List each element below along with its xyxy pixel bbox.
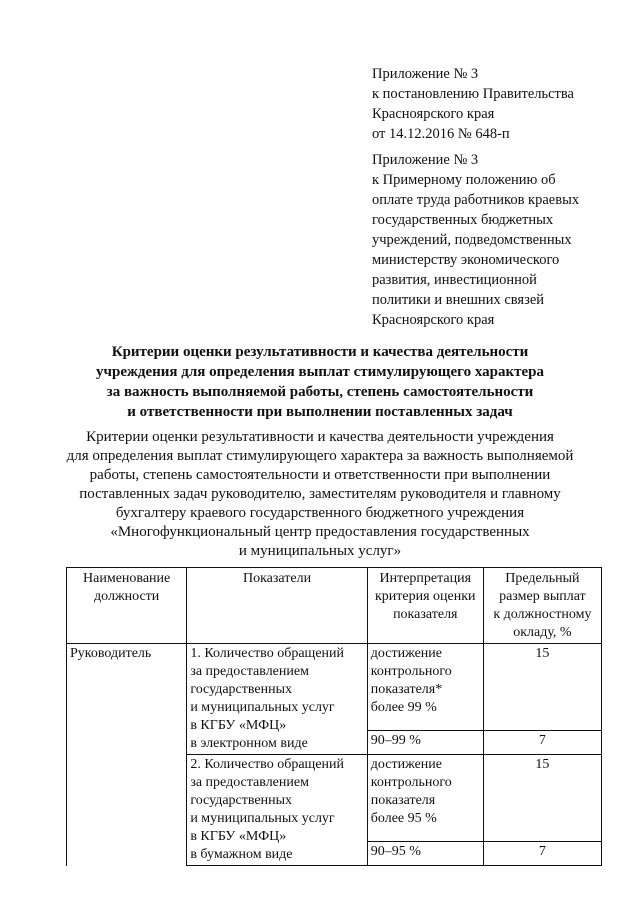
appendix-line: Красноярского края xyxy=(372,312,495,328)
appendix-line: политики и внешних связей xyxy=(372,292,545,308)
criterion-line: достижение xyxy=(370,757,442,772)
title-line: и ответственности при выполнении поставленных задач xyxy=(127,404,513,420)
header-line: Наименование xyxy=(83,571,171,586)
indicator-line: в КГБУ «МФЦ» xyxy=(190,829,287,844)
appendix-line: государственных бюджетных xyxy=(372,212,554,228)
header-max-payment xyxy=(483,568,601,644)
payment-value: 7 xyxy=(483,841,601,865)
subtitle-line: для определения выплат стимулирующего характера за важность выполняемой xyxy=(66,448,574,464)
appendix-line: учреждений, подведомственных xyxy=(372,232,572,248)
appendix-line: Приложение № 3 xyxy=(372,152,479,168)
subtitle-line: «Многофункциональный центр предоставления государственных xyxy=(110,524,530,540)
appendix-line: развития, инвестиционной xyxy=(372,272,537,288)
header-line: показателя xyxy=(393,607,458,622)
subtitle-line: поставленных задач руководителю, заместителям руководителя и главному xyxy=(79,486,561,502)
appendix-line: министерству экономического xyxy=(372,252,560,268)
criteria-table xyxy=(66,567,602,866)
appendix-line: к постановлению Правительства xyxy=(372,86,574,102)
criterion-cell xyxy=(367,841,483,865)
header-line: Предельный xyxy=(505,571,580,586)
payment-value: 15 xyxy=(483,755,601,842)
indicator-line: за предоставлением xyxy=(190,775,309,790)
header-line: критерия оценки xyxy=(375,589,476,604)
table-row xyxy=(67,644,602,731)
indicator-line: 1. Количество обращений xyxy=(190,646,345,661)
criterion-cell xyxy=(367,755,483,842)
indicator-line: за предоставлением xyxy=(190,664,309,679)
document-subtitle xyxy=(20,428,620,561)
criterion-line: показателя xyxy=(370,793,436,808)
header-line: окладу, % xyxy=(513,625,572,640)
header-line: к должностному xyxy=(493,607,592,622)
subtitle-line: бухгалтеру краевого государственного бюджетного учреждения xyxy=(115,505,525,521)
subtitle-line: и муниципальных услуг» xyxy=(238,543,402,559)
subtitle-line: Критерии оценки результативности и качества деятельности учреждения xyxy=(86,429,554,445)
criterion-line: показателя* xyxy=(370,682,443,697)
appendix-line: от 14.12.2016 № 648-п xyxy=(372,126,510,142)
criterion-cell xyxy=(367,644,483,731)
indicator-line: и муниципальных услуг xyxy=(190,811,335,826)
appendix-line: Приложение № 3 xyxy=(372,66,479,82)
appendix-resolution xyxy=(372,64,574,144)
position-name: Руководитель xyxy=(67,644,187,866)
criterion-line: 90–99 % xyxy=(370,732,421,748)
header-position xyxy=(67,568,187,644)
indicator-line: государственных xyxy=(190,682,293,697)
criterion-line: более 99 % xyxy=(370,700,437,715)
appendix-line: Красноярского края xyxy=(372,106,495,122)
subtitle-line: работы, степень самостоятельности и ответственности при выполнении xyxy=(89,467,551,483)
indicator-line: в КГБУ «МФЦ» xyxy=(190,718,287,733)
header-line: Интерпретация xyxy=(379,571,472,586)
indicator-line: и муниципальных услуг xyxy=(190,700,335,715)
header-line: должности xyxy=(94,589,160,604)
appendix-regulation xyxy=(372,150,579,330)
indicator-line: государственных xyxy=(190,793,293,808)
criterion-line: более 95 % xyxy=(370,811,437,826)
title-line: Критерии оценки результативности и качества деятельности xyxy=(111,344,529,360)
criterion-line: 90–95 % xyxy=(370,843,421,859)
header-interpretation xyxy=(367,568,483,644)
appendix-line: к Примерному положению об xyxy=(372,172,556,188)
title-line: за важность выполняемой работы, степень самостоятельности xyxy=(106,384,534,400)
table-header-row xyxy=(67,568,602,644)
criterion-line: контрольного xyxy=(370,664,452,679)
criterion-line: контрольного xyxy=(370,775,452,790)
header-indicators xyxy=(187,568,367,644)
indicator-line: в бумажном виде xyxy=(190,847,293,862)
appendix-line: оплате труда работников краевых xyxy=(372,192,580,208)
criterion-cell xyxy=(367,730,483,754)
payment-value: 15 xyxy=(483,644,601,731)
document-title xyxy=(20,342,620,422)
header-line: Показатели xyxy=(242,571,312,586)
indicator-2 xyxy=(187,755,367,866)
indicator-1 xyxy=(187,644,367,755)
indicator-line: 2. Количество обращений xyxy=(190,757,345,772)
payment-value: 7 xyxy=(483,730,601,754)
header-line: размер выплат xyxy=(499,589,586,604)
indicator-line: в электронном виде xyxy=(190,736,308,751)
title-line: учреждения для определения выплат стимулирующего характера xyxy=(96,364,544,380)
criterion-line: достижение xyxy=(370,646,442,661)
